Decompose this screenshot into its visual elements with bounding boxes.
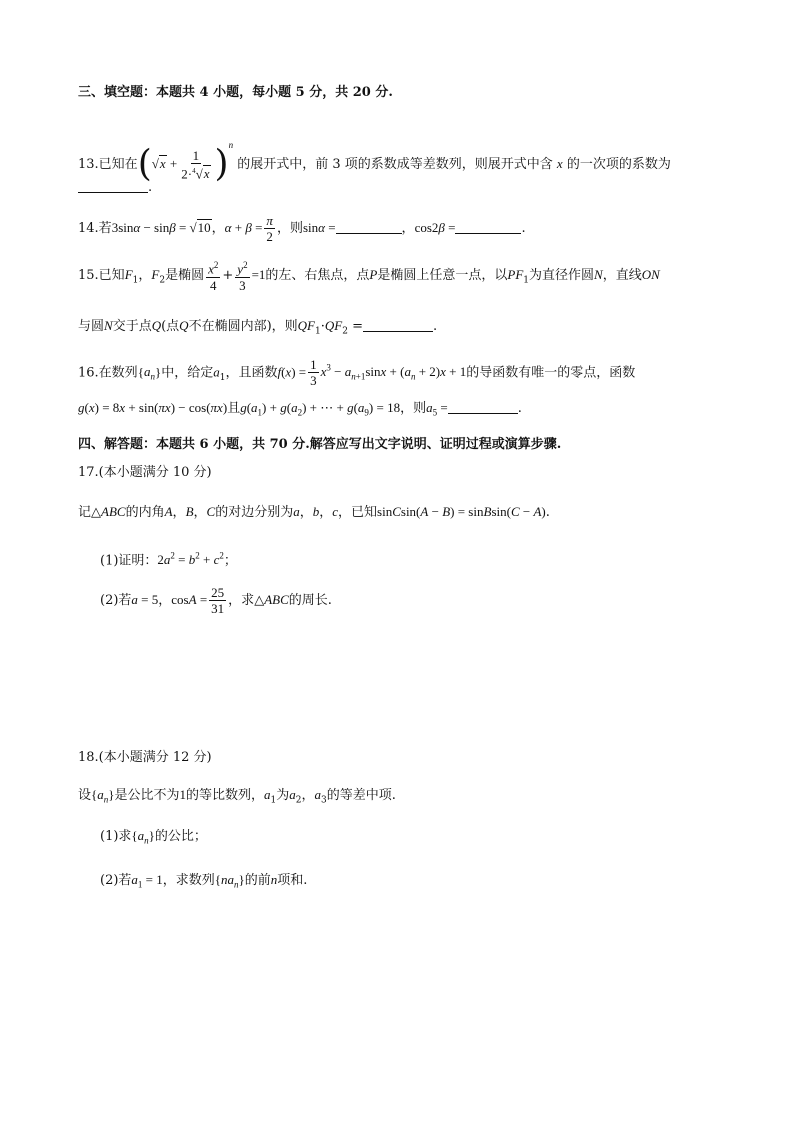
answer-blank-16[interactable] [448, 400, 518, 414]
answer-blank-13[interactable] [78, 179, 148, 193]
answer-blank-15[interactable] [363, 318, 433, 332]
question-16-line-2: g(x) = 8x + sin(πx) − cos(πx)且$g(a_1) + g(a_2)$ + ⋯ + $g(a_9) = 18$，则$a_5$ = . [78, 400, 522, 418]
question-16: 16.在数列$\{a_n\}$中，给定$a_1$，且函数f(x) = $\frac{1}{3}$ $x^3 - a_{n+1}\sin x + (a_n + 2)x + 1$的导函数有唯一的零点，函数 [78, 357, 636, 389]
answer-blank-14a[interactable] [336, 220, 402, 234]
question-17-part-1: (1)证明：$2a^2 = b^2 + c^2$； [100, 551, 237, 569]
section-4-heading: 四、解答题：本题共 6 小题，共 70 分.解答应写出文字说明、证明过程或演算步骤. [78, 437, 562, 452]
question-15-line-2: 与圆N交于点Q(点Q不在椭圆内部)，则$QF_1\cdot QF_2$ = . [78, 318, 438, 337]
question-13-answer-line: . [78, 178, 152, 198]
question-17-stem: 记△ABC的内角A，B，C的对边分别为a，b，c，已知sinCsin(A − B) = sinBsin(C − A). [78, 504, 550, 520]
question-17-part-2: (2)若a = 5，cosA = $\frac{25}{31}$ ，求△ABC的周长. [100, 585, 332, 616]
section-3-heading: 三、填空题：本题共 4 小题，每小题 5 分，共 20 分. [78, 85, 393, 100]
question-18-part-1: (1)求$\{a_n\}$的公比； [100, 828, 207, 846]
answer-blank-14b[interactable] [455, 220, 521, 234]
question-18-stem: 设$\{a_n\}$是公比不为1的等比数列，$a_1$为$a_2$，$a_3$的等差中项. [78, 787, 396, 806]
question-18-part-2: (2)若$a_1 = 1$，求数列$\{na_n\}$的前n项和. [100, 872, 308, 890]
question-18-title: 18.(本小题满分 12 分) [78, 750, 212, 765]
question-14: 14.若3sinα − sinβ = √10，α + β = $\frac{\pi}{2}$ ，则sinα = ，cos2β = . [78, 213, 526, 244]
question-15: 15.已知$F_1$，$F_2$是椭圆 $\frac{x^2}{4}$ + $\frac{y^2}{3}$ =1的左、右焦点，点P是椭圆上任意一点，以$PF_1$为直径作圆N，直线ON [78, 260, 660, 293]
question-13: 13.已知在(√x + $\frac{1}{2\cdot^4√x}$ )$^n$ 的展开式中，前 3 项的系数成等差数列，则展开式中含 x 的一次项的系数为 [78, 140, 671, 185]
question-17-title: 17.(本小题满分 10 分) [78, 465, 212, 480]
